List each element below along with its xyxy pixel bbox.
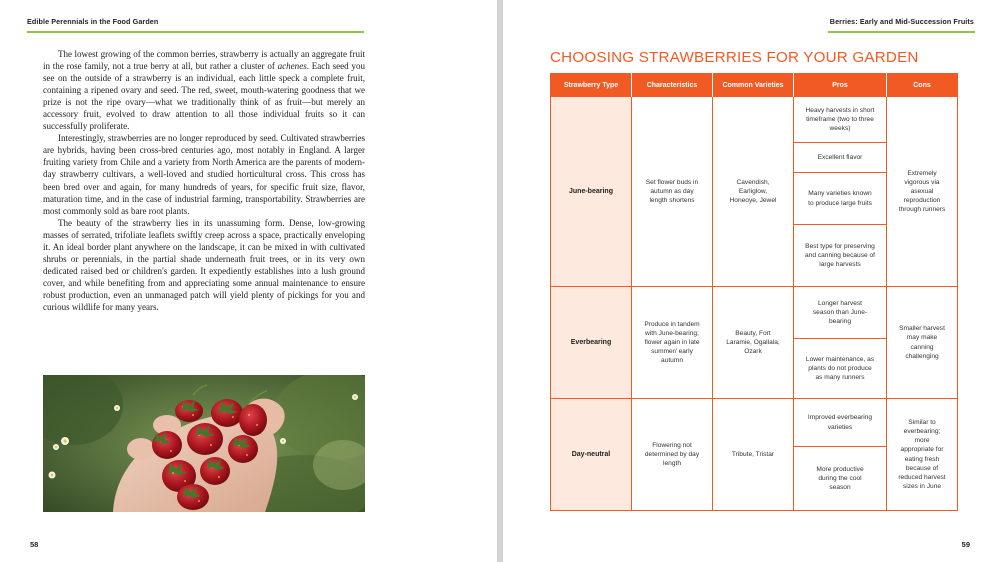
strawberry-table (550, 73, 958, 511)
characteristics-cell (632, 287, 713, 399)
header-cons: Cons (887, 74, 958, 97)
characteristics-cell (632, 399, 713, 511)
cons-cell (887, 97, 958, 287)
table-header-row (551, 74, 958, 97)
type-cell: Everbearing (551, 287, 632, 399)
characteristics-text: Flowering not determined by day length (644, 441, 700, 468)
body-text (43, 48, 365, 313)
pros-cell (794, 173, 887, 225)
table-title: CHOOSING STRAWBERRIES FOR YOUR GARDEN (550, 49, 919, 66)
pros-cell (794, 447, 887, 511)
pros-text: Best type for preserving and canning because of large harvests (804, 242, 876, 269)
pros-cell (794, 339, 887, 399)
right-page (503, 0, 1000, 562)
pros-text: Lower maintenance, as plants do not produce as many runners (805, 355, 875, 382)
cons-text: Similar to everbearing; more appropriate for eating fresh because of reduced harvest sizes in June (898, 419, 946, 490)
cons-cell (887, 399, 958, 511)
header-rule-left (27, 31, 364, 33)
pros-cell (794, 143, 887, 173)
cons-text: Extremely vigorous via asexual reproduction through runners (898, 169, 946, 214)
table-row (551, 399, 958, 447)
left-page (0, 0, 497, 562)
varieties-cell (713, 287, 794, 399)
cons-cell (887, 287, 958, 399)
pros-text: Excellent flavor (817, 153, 863, 161)
varieties-text: Tribute, Tristar (731, 450, 775, 458)
page-number-right: 59 (961, 540, 970, 549)
strawberry-hand-photo (43, 375, 365, 512)
header-common-varieties: Common Varieties (713, 74, 794, 97)
page-number-left: 58 (30, 540, 39, 549)
running-head-right: Berries: Early and Mid-Succession Fruits (829, 17, 974, 26)
table-row (551, 97, 958, 143)
varieties-text: Cavendish, Earliglow, Honeoye, Jewel (729, 178, 777, 205)
paragraph-3: The beauty of the strawberry lies in its unassuming form. Dense, low-growing masses of serrated, trifoliate leaflets swiftly creep across a space, practically enveloping it. An ideal border plant anywhere on the landscape, it can be mixed in with cultivated shrubs or perennials, in the partial shade underneath fruit trees, or in its very own dedicated raised bed or children's garden. It expediently establishes into a lush ground cover, and while benefiting from and appreciating some annual maintenance to ensure robust production, even an unmanaged patch will yield plenty of pickings for you and curious wildlife for many years. (43, 217, 365, 312)
type-cell: June-bearing (551, 97, 632, 287)
paragraph-1-italic: achenes (277, 61, 307, 72)
header-strawberry-type: Strawberry Type (551, 74, 632, 97)
varieties-text: Beauty, Fort Laramie, Ogallala, Ozark (726, 329, 780, 356)
header-rule-right (828, 31, 975, 33)
pros-cell (794, 225, 887, 287)
pros-text: More productive during the cool season (816, 465, 864, 492)
running-head-left: Edible Perennials in the Food Garden (27, 17, 159, 26)
header-characteristics: Characteristics (632, 74, 713, 97)
table-row (551, 287, 958, 339)
varieties-cell (713, 97, 794, 287)
characteristics-text: Set flower buds in autumn as day length shortens (645, 178, 699, 205)
varieties-cell (713, 399, 794, 511)
paragraph-1-text-b: . Each seed you see on the outside of a strawberry is an individual, each little speck a complete fruit, containing a ripened ovary and seed. The red, sweet, mouth-watering goodness that we prize is not the ripe ovary—what we traditionally think of as fruit—but merely an accessory fruit, evolved to draw attention to all those individual fruits so it can successfully proliferate. (43, 61, 365, 132)
characteristics-text: Produce in tandem with June-bearing; flower again in late summer/ early autumn (644, 320, 700, 365)
pros-text: Heavy harvests in short timeframe (two to three weeks) (805, 106, 875, 133)
cons-text: Smaller harvest may make canning challenging (899, 325, 945, 360)
type-cell: Day-neutral (551, 399, 632, 511)
characteristics-cell (632, 97, 713, 287)
paragraph-1 (43, 48, 365, 132)
paragraph-1-text-a: The lowest growing of the common berries, strawberry is actually an aggregate fruit in the rose family, not a true berry at all, but rather a cluster of (43, 49, 365, 72)
pros-cell (794, 287, 887, 339)
pros-text: Improved everbearing varieties (807, 414, 873, 431)
pros-text: Many varieties known to produce large fruits (808, 190, 872, 207)
pros-text: Longer harvest season than June-bearing (812, 299, 868, 326)
paragraph-2: Interestingly, strawberries are no longer reproduced by seed. Cultivated strawberries are hybrids, having been cross-bred centuries ago, most notably in England. A larger fruiting variety from Chile and a variety from North America are the parents of modern-day strawberry cultivars, a well-loved and studied horticultural cross. This cross has been bred over and again, for many hundreds of years, for specific fruit size, flavor, maturation time, and in the case of industrial farming, transportability. Strawberries are most commonly sold as bare root plants. (43, 133, 365, 216)
pros-cell (794, 399, 887, 447)
header-pros: Pros (794, 74, 887, 97)
pros-cell (794, 97, 887, 143)
